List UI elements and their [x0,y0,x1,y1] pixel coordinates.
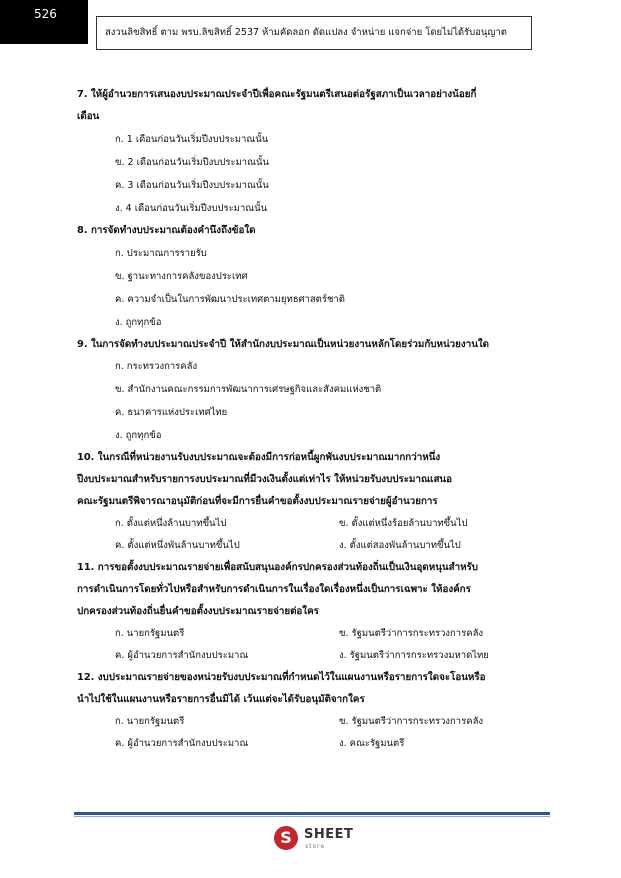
question-text: คณะรัฐมนตรีพิจารณาอนุมัติก่อนที่จะมีการยื่นคำขอตั้งงบประมาณรายจ่ายผู้อำนวยการ [77,496,438,507]
option-b: ข. ฐานะทางการคลังของประเทศ [115,270,248,282]
option-d: ง. ถูกทุกข้อ [115,430,162,441]
question-list [77,84,537,755]
sheet-store-logo [274,826,374,856]
logo-text: SHEET [304,827,354,842]
question-12 [77,667,537,755]
option-c: ค. 3 เดือนก่อนวันเริ่มปีงบประมาณนั้น [115,180,269,191]
option-d: ง. 4 เดือนก่อนวันเริ่มปีงบประมาณนั้น [115,203,268,214]
question-text: เดือน [77,111,100,122]
question-text: ปีงบประมาณสำหรับรายการงบประมาณที่มีวงเงินตั้งแต่เท่าไร ให้หน่วยรับงบประมาณเสนอ [77,474,453,485]
option-c: ค. ความจำเป็นในการพัฒนาประเทศตามยุทธศาสตร์ชาติ [115,293,345,305]
option-a: ก. ประมาณการรายรับ [115,247,207,259]
question-7 [77,84,537,220]
option-b: ข. 2 เดือนก่อนวันเริ่มปีงบประมาณนั้น [115,157,269,168]
question-text: การดำเนินการโดยทั่วไปหรือสำหรับการดำเนินการในเรื่องใดเรื่องหนึ่งเป็นการเฉพาะ ให้องค์กร [77,584,471,595]
option-b: ข. รัฐมนตรีว่าการกระทรวงการคลัง [339,716,484,727]
page-number: 526 [0,0,88,44]
option-b: ข. รัฐมนตรีว่าการกระทรวงการคลัง [339,628,484,639]
question-text: 11. การขอตั้งงบประมาณรายจ่ายเพื่อสนับสนุนองค์กรปกครองส่วนท้องถิ่นเป็นเงินอุดหนุนสำหรับ [77,562,479,573]
question-text: 12. งบประมาณรายจ่ายของหน่วยรับงบประมาณที่กำหนดไว้ในแผนงานหรือรายการใดจะโอนหรือ [77,672,486,683]
option-d: ง. ตั้งแต่สองพันล้านบาทขึ้นไป [339,540,461,551]
option-b: ข. ตั้งแต่หนึ่งร้อยล้านบาทขึ้นไป [339,518,468,529]
copyright-notice: สงวนลิขสิทธิ์ ตาม พรบ.ลิขสิทธิ์ 2537 ห้ามคัดลอก ดัดแปลง จำหน่าย แจกจ่าย โดยไม่ได้รับอนุญาต [96,16,532,50]
footer-rule-thin [74,816,550,817]
option-c: ค. ธนาคารแห่งประเทศไทย [115,407,228,418]
logo-s-icon: S [274,826,298,850]
option-a: ก. 1 เดือนก่อนวันเริ่มปีงบประมาณนั้น [115,134,269,145]
question-text: 10. ในกรณีที่หน่วยงานรับงบประมาณจะต้องมีการก่อหนี้ผูกพันงบประมาณมากกว่าหนึ่ง [77,452,441,463]
question-text: 8. การจัดทำงบประมาณต้องคำนึงถึงข้อใด [77,225,256,236]
question-text: ปกครองส่วนท้องถิ่นยื่นคำขอตั้งงบประมาณรายจ่ายต่อใคร [77,606,319,617]
option-d: ง. รัฐมนตรีว่าการกระทรวงมหาดไทย [339,650,489,661]
question-text: 9. ในการจัดทำงบประมาณประจำปี ให้สำนักงบประมาณเป็นหน่วยงานหลักโดยร่วมกับหน่วยงานใด [77,338,490,350]
question-11 [77,557,537,667]
logo-subtext: store [305,843,326,850]
question-text: นำไปใช้ในแผนงานหรือรายการอื่นมิได้ เว้นแต่จะได้รับอนุมัติจากใคร [77,694,365,705]
question-9 [77,334,537,448]
question-text: 7. ให้ผู้อำนวยการเสนองบประมาณประจำปีเพื่อคณะรัฐมนตรีเสนอต่อรัฐสภาเป็นเวลาอย่างน้อยกี่ [77,89,477,100]
option-d: ง. คณะรัฐมนตรี [339,738,405,749]
option-a: ก. นายกรัฐมนตรี [115,716,185,727]
question-10 [77,447,537,557]
option-c: ค. ผู้อำนวยการสำนักงบประมาณ [115,738,249,749]
option-b: ข. สำนักงานคณะกรรมการพัฒนาการเศรษฐกิจและสังคมแห่งชาติ [115,384,382,395]
option-c: ค. ผู้อำนวยการสำนักงบประมาณ [115,650,249,661]
footer-rule [74,812,550,815]
option-d: ง. ถูกทุกข้อ [115,316,162,328]
option-a: ก. ตั้งแต่หนึ่งล้านบาทขึ้นไป [115,518,227,529]
option-a: ก. นายกรัฐมนตรี [115,628,185,639]
option-c: ค. ตั้งแต่หนึ่งพันล้านบาทขึ้นไป [115,540,240,551]
question-8 [77,220,537,334]
option-a: ก. กระทรวงการคลัง [115,361,198,372]
